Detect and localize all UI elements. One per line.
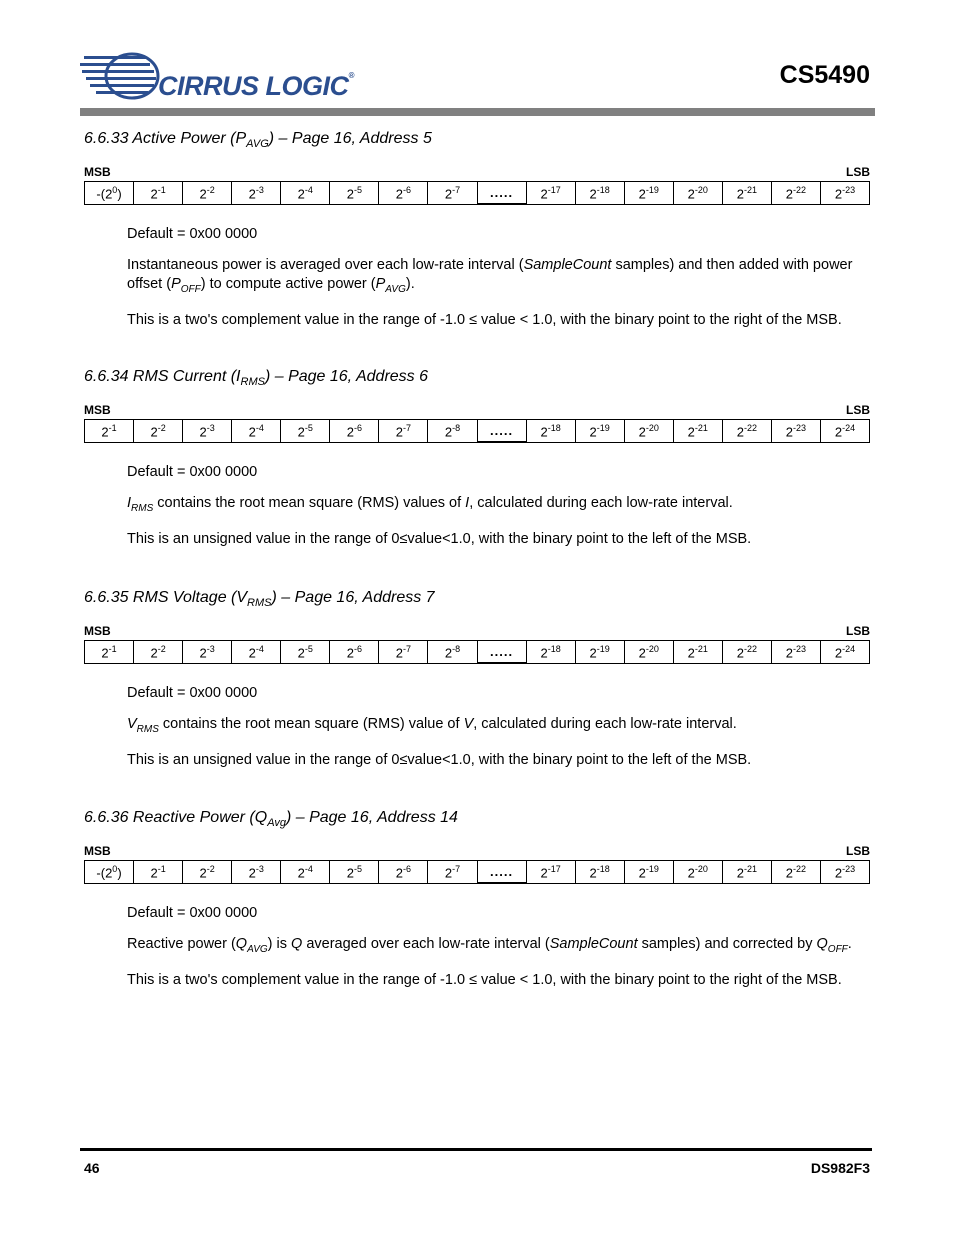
lsb-label: LSB	[846, 844, 870, 859]
bit-cell: $2^{-23}$	[771, 641, 820, 664]
description: $I_{RMS}$ contains the root mean square (RMS) values of I, calculated during each low-rate interval.	[127, 495, 733, 515]
bit-cell: $2^{-21}$	[673, 641, 722, 664]
bit-cell: $2^{-19}$	[575, 420, 624, 443]
bit-cell: $2^{-23}$	[820, 182, 869, 205]
description: Reactive power $(Q_{AVG})$ is Q averaged over each low-rate interval (SampleCount samples) and corrected by $Q_{OFF}$.	[127, 936, 852, 956]
range-description: This is a two's complement value in the range of -1.0 ≤ value < 1.0, with the binary point to the right of the MSB.	[127, 312, 842, 329]
bit-cell: $2^{-2}$	[183, 861, 232, 884]
bit-cell: $2^{-20}$	[624, 420, 673, 443]
bit-table	[84, 860, 870, 884]
bit-cell: $2^{-1}$	[85, 641, 134, 664]
section-title: 6.6.34 RMS Current $(I_{RMS})$ – Page 16, Address 6	[84, 368, 429, 389]
bit-cell: $2^{-19}$	[624, 861, 673, 884]
bit-cell: $2^{-22}$	[771, 861, 820, 884]
document-id: DS982F3	[810, 1160, 870, 1176]
bit-cell: $2^{-5}$	[330, 182, 379, 205]
bit-cell: $2^{-18}$	[526, 420, 575, 443]
bit-cell: .....	[477, 420, 526, 443]
section-rms-voltage	[84, 589, 870, 770]
section-active-power	[84, 130, 870, 330]
bit-cell: $2^{-17}$	[526, 182, 575, 205]
lsb-label: LSB	[846, 403, 870, 418]
bit-cell: $2^{-7}$	[379, 641, 428, 664]
bit-cell: $2^{-6}$	[379, 182, 428, 205]
msb-lsb-labels	[84, 624, 870, 638]
bit-cell: $2^{-20}$	[673, 861, 722, 884]
bit-cell: $2^{-22}$	[722, 420, 771, 443]
range-description: This is an unsigned value in the range of 0≤value<1.0, with the binary point to the left of the MSB.	[127, 531, 752, 548]
msb-label: MSB	[84, 844, 111, 859]
bit-cell: $2^{-18}$	[575, 182, 624, 205]
description: Instantaneous power is averaged over each low-rate interval (SampleCount samples) and then added with power offset $(P_{OFF})$ to compute active power $(P_{AVG})$.	[127, 257, 853, 296]
bit-cell: $2^{-3}$	[232, 182, 281, 205]
default-value: Default = 0x00 0000	[127, 905, 258, 922]
bit-cell: $2^{-4}$	[281, 182, 330, 205]
msb-label: MSB	[84, 165, 111, 180]
bit-cell: $2^{-6}$	[379, 861, 428, 884]
section-title: 6.6.33 Active Power $(P_{AVG})$ – Page 16, Address 5	[84, 130, 432, 151]
section-rms-current	[84, 368, 870, 549]
bit-cell: $-(2^0)$	[85, 182, 134, 205]
bit-cell: $2^{-2}$	[134, 641, 183, 664]
bit-cell: $2^{-5}$	[281, 641, 330, 664]
bit-cell: $2^{-18}$	[575, 861, 624, 884]
bit-cell: $2^{-6}$	[330, 420, 379, 443]
msb-lsb-labels	[84, 165, 870, 179]
default-value: Default = 0x00 0000	[127, 685, 258, 702]
bit-cell: $2^{-24}$	[820, 641, 869, 664]
bit-cell: $2^{-22}$	[771, 182, 820, 205]
bit-cell: $2^{-20}$	[624, 641, 673, 664]
bit-table	[84, 419, 870, 443]
bit-cell: $2^{-6}$	[330, 641, 379, 664]
section-title: 6.6.36 Reactive Power $(Q_{Avg})$ – Page 16, Address 14	[84, 809, 458, 830]
bit-cell: $2^{-22}$	[722, 641, 771, 664]
description: $V_{RMS}$ contains the root mean square (RMS) value of V, calculated during each low-rate interval.	[127, 716, 737, 736]
bit-cell: $2^{-4}$	[281, 861, 330, 884]
bit-cell: $2^{-21}$	[722, 861, 771, 884]
bit-cell: $2^{-5}$	[281, 420, 330, 443]
bit-cell: $2^{-24}$	[820, 420, 869, 443]
bit-cell: $2^{-7}$	[428, 861, 477, 884]
logo-wordmark: CIRRUS LOGIC®	[158, 71, 354, 101]
bit-cell: $2^{-8}$	[428, 420, 477, 443]
default-value: Default = 0x00 0000	[127, 464, 258, 481]
default-value: Default = 0x00 0000	[127, 226, 258, 243]
msb-label: MSB	[84, 403, 111, 418]
bit-cell: $2^{-18}$	[526, 641, 575, 664]
bit-cell: $2^{-4}$	[232, 641, 281, 664]
part-number: CS5490	[779, 61, 870, 89]
bit-cell: $2^{-4}$	[232, 420, 281, 443]
bit-cell: $2^{-23}$	[820, 861, 869, 884]
lsb-label: LSB	[846, 165, 870, 180]
section-reactive-power	[84, 809, 870, 990]
bit-cell: $2^{-2}$	[134, 420, 183, 443]
bit-cell: $2^{-5}$	[330, 861, 379, 884]
bit-cell: $2^{-3}$	[183, 420, 232, 443]
bit-cell: $2^{-23}$	[771, 420, 820, 443]
bit-cell: .....	[477, 182, 526, 205]
bit-cell: $2^{-3}$	[232, 861, 281, 884]
bit-cell: $2^{-19}$	[624, 182, 673, 205]
bit-table	[84, 640, 870, 664]
bit-cell: $2^{-7}$	[379, 420, 428, 443]
section-title: 6.6.35 RMS Voltage $(V_{RMS})$ – Page 16, Address 7	[84, 589, 435, 610]
bit-cell: $2^{-21}$	[673, 420, 722, 443]
msb-label: MSB	[84, 624, 111, 639]
lsb-label: LSB	[846, 624, 870, 639]
bit-cell: $-(2^0)$	[85, 861, 134, 884]
bit-cell: $2^{-1}$	[134, 861, 183, 884]
range-description: This is a two's complement value in the range of -1.0 ≤ value < 1.0, with the binary point to the right of the MSB.	[127, 972, 842, 989]
bit-cell: $2^{-1}$	[85, 420, 134, 443]
bit-table	[84, 181, 870, 205]
footer-rule	[80, 1148, 872, 1151]
bit-cell: $2^{-20}$	[673, 182, 722, 205]
msb-lsb-labels	[84, 403, 870, 417]
bit-cell: .....	[477, 641, 526, 664]
bit-cell: $2^{-3}$	[183, 641, 232, 664]
page-header	[0, 0, 954, 120]
bit-cell: $2^{-7}$	[428, 182, 477, 205]
msb-lsb-labels	[84, 844, 870, 858]
bit-cell: .....	[477, 861, 526, 884]
range-description: This is an unsigned value in the range of 0≤value<1.0, with the binary point to the left of the MSB.	[127, 752, 752, 769]
bit-cell: $2^{-1}$	[134, 182, 183, 205]
bit-cell: $2^{-2}$	[183, 182, 232, 205]
bit-cell: $2^{-21}$	[722, 182, 771, 205]
header-rule	[80, 108, 875, 116]
bit-cell: $2^{-19}$	[575, 641, 624, 664]
bit-cell: $2^{-8}$	[428, 641, 477, 664]
page-number: 46	[84, 1160, 100, 1176]
bit-cell: $2^{-17}$	[526, 861, 575, 884]
